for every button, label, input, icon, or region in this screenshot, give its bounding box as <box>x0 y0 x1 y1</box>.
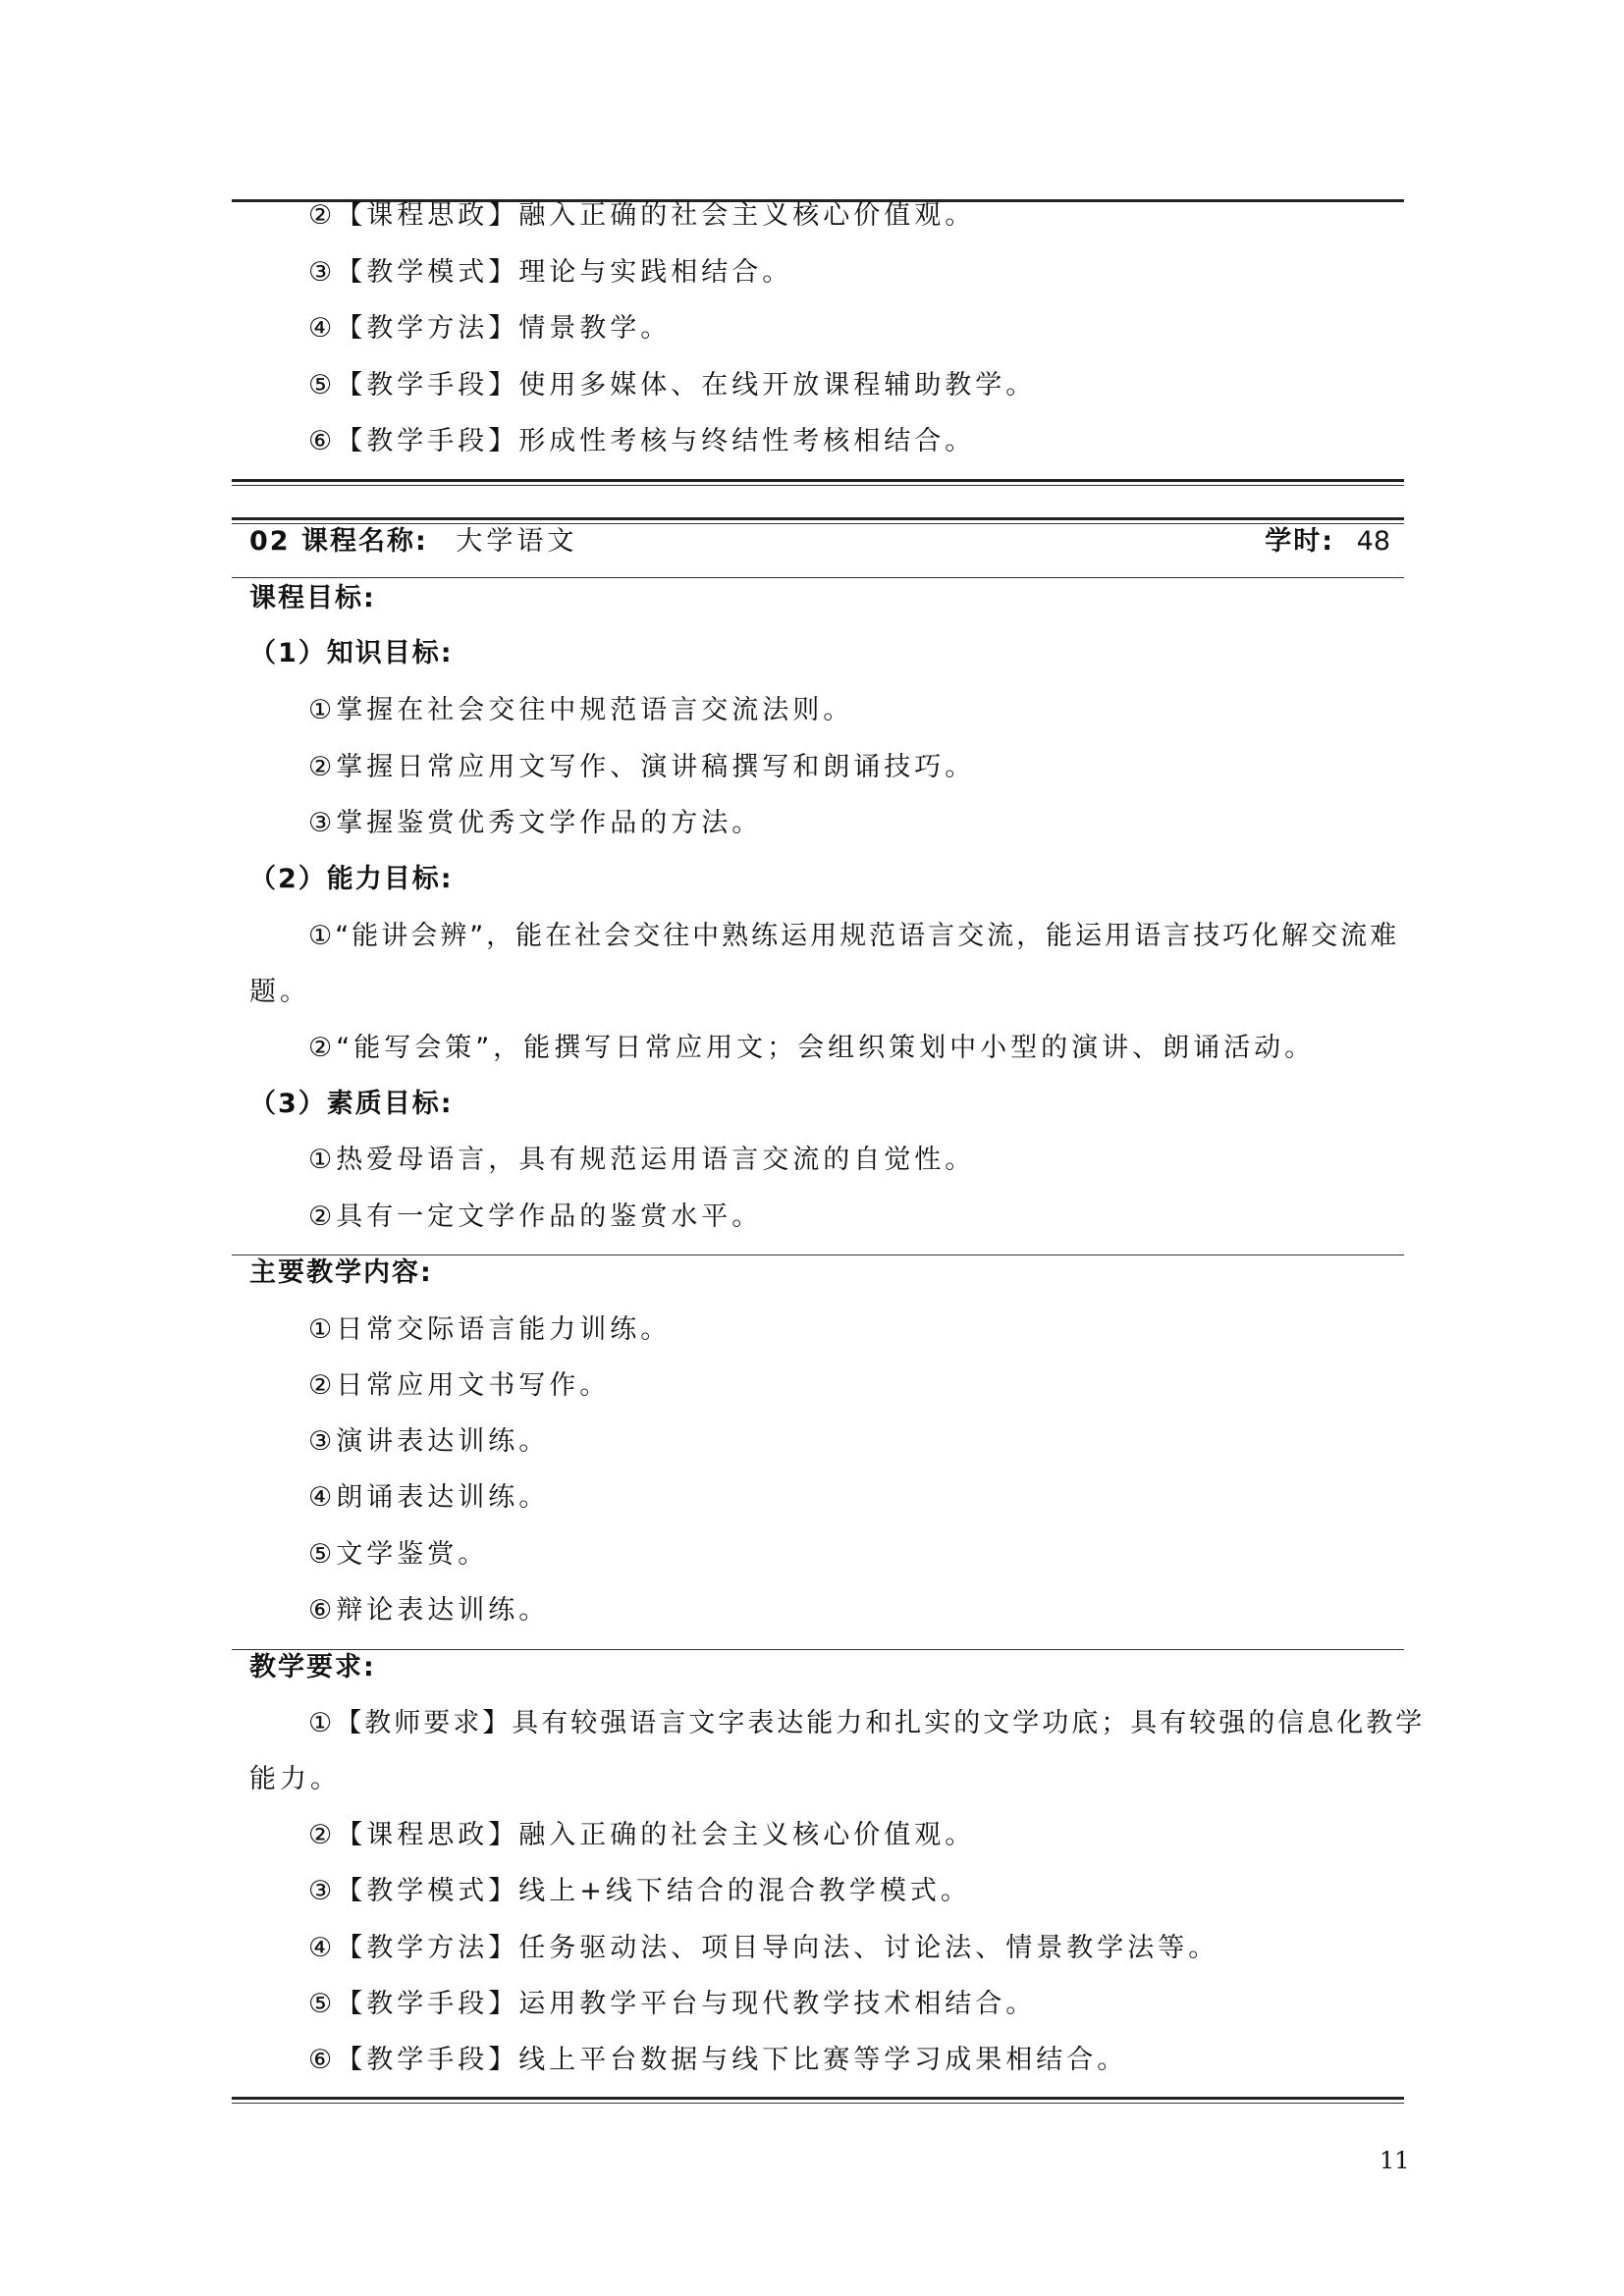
requirement-item-1-line2: 能力。 <box>249 1764 341 1794</box>
knowledge-heading: （1）知识目标: <box>249 638 454 668</box>
top-item-4: ④【教学方法】情景教学。 <box>308 313 672 344</box>
requirement-item-5: ⑤【教学手段】运用教学平台与现代教学技术相结合。 <box>308 1989 1037 2019</box>
course-header <box>249 524 1404 560</box>
content-item-1: ①日常交际语言能力训练。 <box>308 1314 672 1345</box>
course-hours <box>1265 524 1390 560</box>
document-body <box>232 0 1426 2296</box>
content-item-3: ③演讲表达训练。 <box>308 1426 550 1457</box>
knowledge-item-3: ③掌握鉴赏优秀文学作品的方法。 <box>308 808 763 838</box>
top-item-3: ③【教学模式】理论与实践相结合。 <box>308 257 793 288</box>
content-heading: 主要教学内容: <box>249 1257 433 1288</box>
quality-item-2: ②具有一定文学作品的鉴赏水平。 <box>308 1201 763 1232</box>
hours-label: 学时: <box>1265 526 1335 557</box>
quality-heading: （3）素质目标: <box>249 1089 454 1119</box>
requirement-item-3: ③【教学模式】线上+线下结合的混合教学模式。 <box>308 1876 971 1906</box>
knowledge-item-1: ①掌握在社会交往中规范语言交流法则。 <box>308 695 854 725</box>
course-name-label: 02 课程名称: <box>249 526 428 557</box>
content-item-2: ②日常应用文书写作。 <box>308 1370 611 1401</box>
content-item-6: ⑥辩论表达训练。 <box>308 1595 550 1626</box>
quality-item-1: ①热爱母语言，具有规范运用语言交流的自觉性。 <box>308 1145 976 1175</box>
top-item-6: ⑥【教学手段】形成性考核与终结性考核相结合。 <box>308 426 976 456</box>
content-item-4: ④朗诵表达训练。 <box>308 1482 550 1513</box>
top-item-5: ⑤【教学手段】使用多媒体、在线开放课程辅助教学。 <box>308 370 1037 400</box>
ability-item-2: ②“能写会策”，能撰写日常应用文；会组织策划中小型的演讲、朗诵活动。 <box>308 1033 1316 1063</box>
course-name-value: 大学语文 <box>456 526 578 557</box>
requirement-item-2: ②【课程思政】融入正确的社会主义核心价值观。 <box>308 1820 976 1850</box>
content-item-5: ⑤文学鉴赏。 <box>308 1539 489 1570</box>
hours-value: 48 <box>1356 526 1390 557</box>
knowledge-item-2: ②掌握日常应用文写作、演讲稿撰写和朗诵技巧。 <box>308 752 976 782</box>
objectives-heading: 课程目标: <box>249 583 376 614</box>
ability-heading: （2）能力目标: <box>249 864 454 894</box>
ability-item-1-line1: ①“能讲会辨”，能在社会交往中熟练运用规范语言交流，能运用语言技巧化解交流难 <box>308 921 1400 951</box>
ability-item-1-line2: 题。 <box>249 977 310 1007</box>
requirements-heading: 教学要求: <box>249 1652 376 1682</box>
requirement-item-6: ⑥【教学手段】线上平台数据与线下比赛等学习成果相结合。 <box>308 2045 1128 2075</box>
requirement-item-1-line1: ①【教师要求】具有较强语言文字表达能力和扎实的文学功底；具有较强的信息化教学 <box>308 1708 1426 1738</box>
page-number: 11 <box>1380 2147 1410 2174</box>
requirement-item-4: ④【教学方法】任务驱动法、项目导向法、讨论法、情景教学法等。 <box>308 1933 1219 1963</box>
top-item-2: ②【课程思政】融入正确的社会主义核心价值观。 <box>308 200 976 231</box>
